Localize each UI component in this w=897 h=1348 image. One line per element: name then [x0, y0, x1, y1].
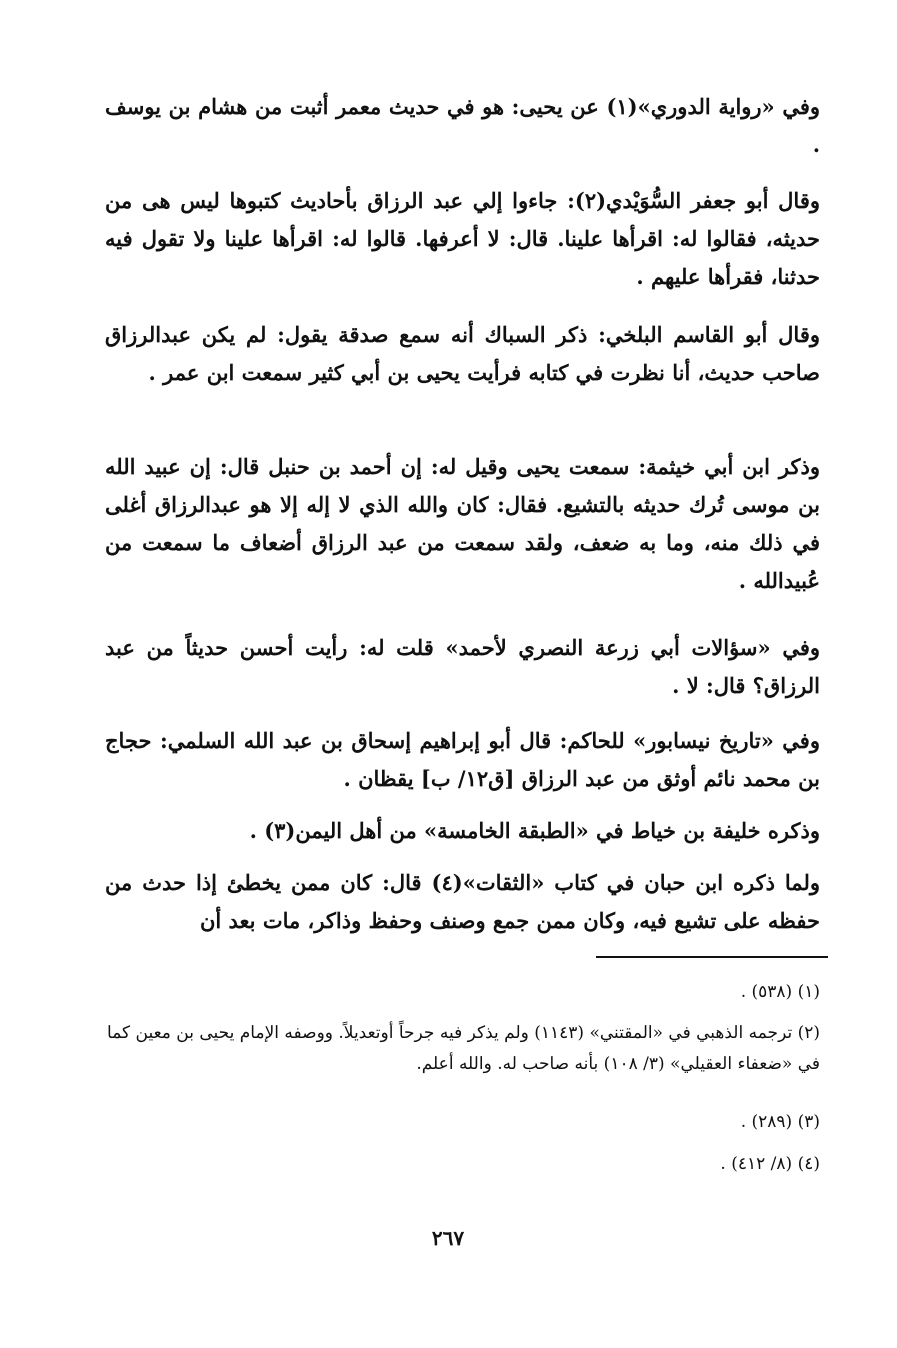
paragraph-abu-zura-questions: وفي «سؤالات أبي زرعة النصري لأحمد» قلت له: رأيت أحسن حديثاً من عبد الرزاق؟ قال: لا .: [105, 635, 820, 698]
footnote-3: (٣) (٢٨٩) .: [740, 1112, 820, 1132]
paragraph-dawri-narration: وفي «رواية الدوري»(١) عن يحيى: هو في حديث معمر أثبت من هشام بن يوسف .: [105, 94, 821, 157]
paragraph-khalifa-ibn-khayyat: وذكره خليفة بن خياط في «الطبقة الخامسة» من أهل اليمن(٣) .: [249, 818, 820, 843]
paragraph-suwaydi-account: وقال أبو جعفر السُّوَيْدي(٢): جاءوا إلي عبد الرزاق بأحاديث كتبوها ليس هى من حديثه، فقالوا له: اقرأها علينا. قال: لا أعرفها. قالوا له: اقرأها علينا ولا تقول فيه حدثنا، فقرأها عليهم .: [105, 188, 820, 289]
paragraph-tarikh-naysabur: وفي «تاريخ نيسابور» للحاكم: قال أبو إبراهيم إسحاق بن عبد الله السلمي: حجاج بن محمد نائم أوثق من عبد الرزاق [ق١٢/ ب] يقظان .: [105, 728, 820, 791]
paragraph-ibn-hibban: ولما ذكره ابن حبان في كتاب «الثقات»(٤) قال: كان ممن يخطئ إذا حدث من حفظه على تشيع فيه، وكان ممن جمع وصنف وحفظ وذاكر، مات بعد أن: [105, 870, 820, 933]
paragraph-balkhi-account: وقال أبو القاسم البلخي: ذكر السباك أنه سمع صدقة يقول: لم يكن عبدالرزاق صاحب حديث، أنا نظرت في كتابه فرأيت يحيى بن أبي كثير سمعت ابن عمر .: [105, 322, 820, 385]
footnote-4: (٤) (٨/ ٤١٢) .: [720, 1154, 820, 1174]
footnote-2: (٢) ترجمه الذهبي في «المقتني» (١١٤٣) ولم يذكر فيه جرحاً أوتعديلاً. ووصفه الإمام يحيى بن معين كما في «ضعفاء العقيلي» (٣/ ١٠٨) بأنه صاحب له. والله أعلم.: [107, 1023, 820, 1074]
footnote-1: (١) (٥٣٨) .: [740, 982, 820, 1002]
page-number: ٢٦٧: [431, 1226, 465, 1250]
footnote-separator: [596, 956, 828, 958]
paragraph-ibn-abi-khaythama: وذكر ابن أبي خيثمة: سمعت يحيى وقيل له: إن أحمد بن حنبل قال: إن عبيد الله بن موسى تُرك حديثه بالتشيع. فقال: كان والله الذي لا إله إلا هو عبدالرزاق أغلى في ذلك منه، وما به ضعف، ولقد سمعت من عبد الرزاق أضعاف ما سمعت من عُبيدالله .: [105, 454, 820, 593]
